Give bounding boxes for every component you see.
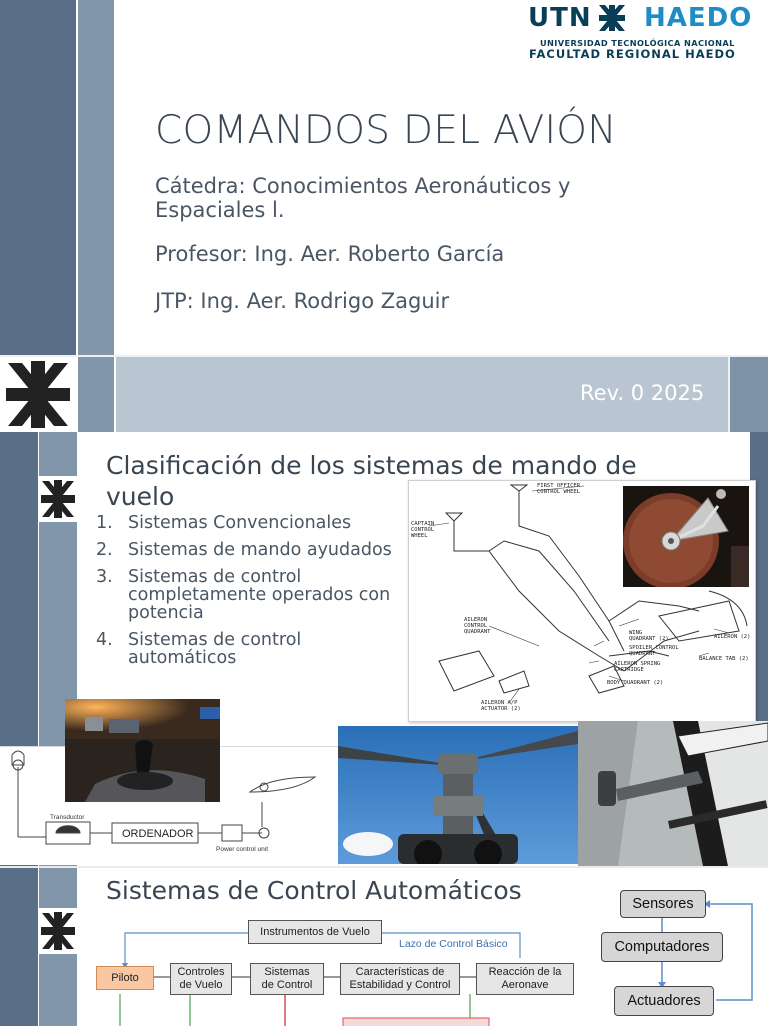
list-item	[96, 631, 396, 667]
list-item	[96, 568, 396, 622]
item-text: Sistemas Convencionales	[128, 513, 352, 533]
list-item	[96, 514, 396, 532]
ordenador-label: ORDENADOR	[122, 828, 194, 840]
piloto-box: Piloto	[96, 966, 154, 990]
diagram-label: ACTUATOR (2)	[481, 706, 521, 712]
diagram-label: AILERON	[464, 617, 488, 623]
band-left	[78, 357, 114, 432]
diagram-label: AILERON (2)	[714, 634, 751, 640]
presentation-title: COMANDOS DEL AVIÓN	[155, 108, 617, 153]
catedra-line: Cátedra: Conocimientos Aeronáuticos y Espaciales l.	[155, 174, 571, 222]
diagram-label: CONTROL WHEEL	[537, 489, 581, 495]
item-text: Sistemas de mando ayudados	[128, 540, 392, 560]
diagram-label: AILERON SPRING	[614, 661, 661, 667]
jtp-line: JTP: Ing. Aer. Rodrigo Zaguir	[155, 289, 450, 313]
profesor-line: Profesor: Ing. Aer. Roberto García	[155, 242, 505, 266]
slide-classification	[0, 432, 768, 866]
sidestick-photo	[65, 699, 220, 802]
slide-automatic-control	[0, 866, 768, 1026]
computadores-box: Computadores	[601, 932, 723, 962]
faculty-name: FACULTAD REGIONAL HAEDO	[529, 47, 736, 61]
revision-label: Rev. 0 2025	[580, 381, 705, 405]
strip-dark	[0, 868, 38, 1026]
controles-box	[170, 963, 232, 995]
control-hinge-photo	[578, 721, 768, 866]
box-line: Características de	[355, 966, 445, 978]
item-number: 2.	[96, 540, 113, 560]
diagram-label: SPOILER CONTROL	[629, 645, 679, 651]
item-text: Sistemas de control completamente operados con potencia	[128, 567, 391, 623]
item-number: 3.	[96, 567, 113, 587]
haedo-logo-text: HAEDO	[644, 3, 753, 33]
diagram-label: AILERON A/P	[481, 700, 518, 706]
actuadores-box: Actuadores	[614, 986, 714, 1016]
sensores-box: Sensores	[620, 890, 706, 918]
quadrant-photo	[623, 486, 749, 587]
caracteristicas-box	[340, 963, 460, 995]
slide2-title: Clasificación de los sistemas de mando de vuelo	[106, 451, 637, 511]
item-number: 1.	[96, 513, 113, 533]
utn-logo-icon	[597, 4, 627, 32]
utn-logo-text: UTN	[528, 3, 592, 33]
classification-list	[96, 514, 396, 676]
utn-emblem-icon	[39, 476, 77, 522]
diagram-label: QUADRANT	[464, 629, 491, 635]
diagram-label: CONTROL	[464, 623, 488, 629]
utn-emblem-box	[0, 357, 76, 432]
diagram-label: CARTRIDGE	[614, 667, 644, 673]
slide3-title: Sistemas de Control Automáticos	[106, 876, 522, 905]
item-number: 4.	[96, 630, 113, 650]
slide-title	[0, 0, 768, 432]
utn-emblem-icon	[0, 357, 76, 432]
diagram-label: FIRST OFFICER	[537, 483, 581, 489]
pcu-label: Power control unit	[216, 846, 269, 853]
diagram-label: CAPTAIN	[411, 521, 435, 527]
loop-label: Lazo de Control Básico	[399, 938, 508, 950]
diagram-label: QUADRANT	[629, 651, 656, 657]
diagram-label: CONTROL	[411, 527, 435, 533]
transducer-label: Transductor	[50, 814, 85, 821]
left-bar-light	[78, 0, 114, 355]
diagram-label: WING	[629, 630, 643, 636]
box-line: Aeronave	[501, 979, 549, 991]
box-line: de Control	[261, 979, 313, 991]
box-line: Reacción de la	[488, 966, 562, 978]
utn-emblem-small	[39, 476, 77, 522]
diagram-label: QUADRANT (2)	[629, 636, 669, 642]
box-line: Controles	[177, 966, 225, 978]
list-item	[96, 541, 396, 559]
box-line: de Vuelo	[179, 979, 223, 991]
university-name: UNIVERSIDAD TECNOLÓGICA NACIONAL	[540, 38, 735, 48]
utn-emblem-icon	[39, 908, 77, 954]
diagram-label: BALANCE TAB (2)	[699, 656, 749, 662]
sistemas-box	[250, 963, 324, 995]
reaccion-box	[476, 963, 574, 995]
instrumentos-box: Instrumentos de Vuelo	[248, 920, 382, 944]
utn-emblem-small	[39, 908, 77, 954]
diagram-label: BODY QUADRANT (2)	[607, 680, 664, 686]
diagram-label: WHEEL	[411, 533, 428, 539]
helicopter-rotor-photo	[338, 726, 578, 864]
box-line: Sistemas	[264, 966, 310, 978]
item-text: Sistemas de control automáticos	[128, 630, 302, 668]
left-bar-dark	[0, 0, 76, 355]
band-right	[730, 357, 768, 432]
box-line: Estabilidad y Control	[349, 979, 451, 991]
